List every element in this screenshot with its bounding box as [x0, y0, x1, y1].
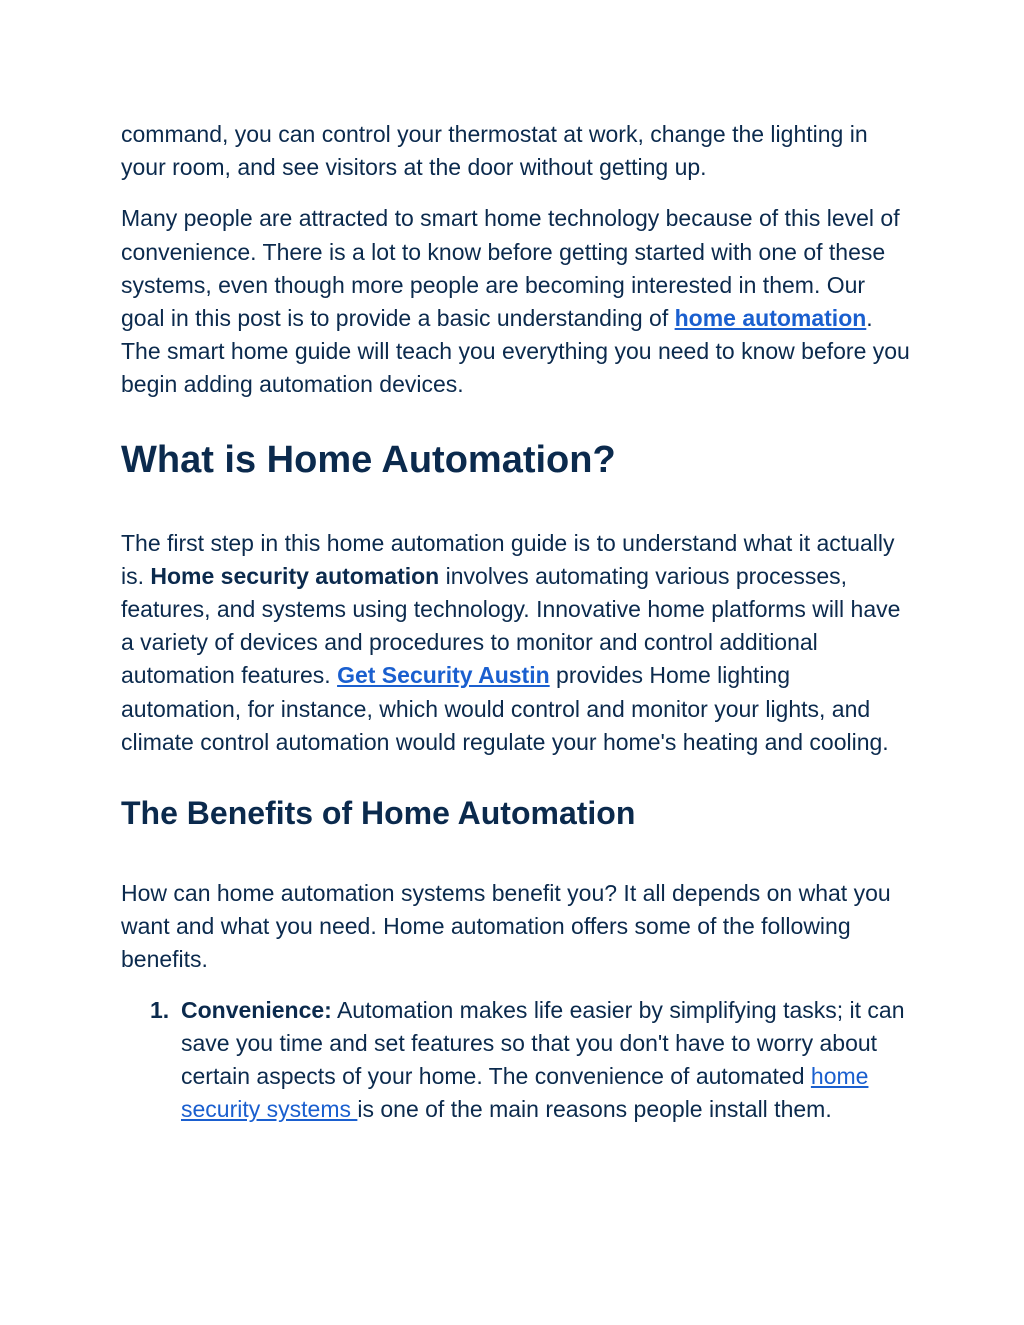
intro-text-2b: . The smart home guide will teach you everything you need to know before you begin adding automation devices. — [121, 305, 910, 398]
list-item — [121, 994, 911, 1127]
section-heading-what-is: What is Home Automation? — [121, 438, 616, 481]
intro-paragraph-2 — [121, 202, 911, 401]
section1-paragraph — [121, 527, 911, 759]
intro-text-2a: Many people are attracted to smart home technology because of this level of convenience. There is a lot to know before getting started with one of these systems, even though more people are becoming interested in them. Our goal in this post is to provide a basic understanding of — [121, 205, 900, 332]
list-item-text-b: is one of the main reasons people install them. — [357, 1096, 832, 1123]
home-automation-link[interactable]: home automation — [674, 305, 867, 332]
home-security-automation-bold: Home security automation — [150, 562, 440, 589]
intro-text-1: command, you can control your thermostat at work, change the lighting in your room, and see visitors at the door without getting up. — [121, 121, 868, 181]
intro-paragraph-1 — [121, 118, 911, 184]
home-security-systems-link[interactable]: home security systems — [181, 1063, 869, 1123]
section1-text-c: provides Home lighting automation, for instance, which would control and monitor your lights, and climate control automation would regulate your home's heating and cooling. — [121, 662, 889, 755]
get-security-austin-link[interactable]: Get Security Austin — [337, 662, 550, 689]
document-page — [121, 118, 911, 1126]
section1-text-b: involves automating various processes, features, and systems using technology. Innovative home platforms will have a variety of devices and procedures to monitor and control additional automation features. — [121, 562, 901, 689]
section2-paragraph: How can home automation systems benefit you? It all depends on what you want and what you need. Home automation offers some of the following benefits. — [121, 880, 891, 973]
section1-text-a: The first step in this home automation guide is to understand what it actually is. — [121, 529, 895, 589]
section-heading-benefits: The Benefits of Home Automation — [121, 795, 636, 832]
list-item-title: Convenience: — [181, 996, 332, 1023]
benefits-list — [121, 994, 911, 1127]
list-item-number: 1. — [150, 996, 170, 1023]
list-item-text-a: Automation makes life easier by simplifying tasks; it can save you time and set features so that you don't have to worry about certain aspects of your home. The convenience of automated — [181, 996, 905, 1090]
